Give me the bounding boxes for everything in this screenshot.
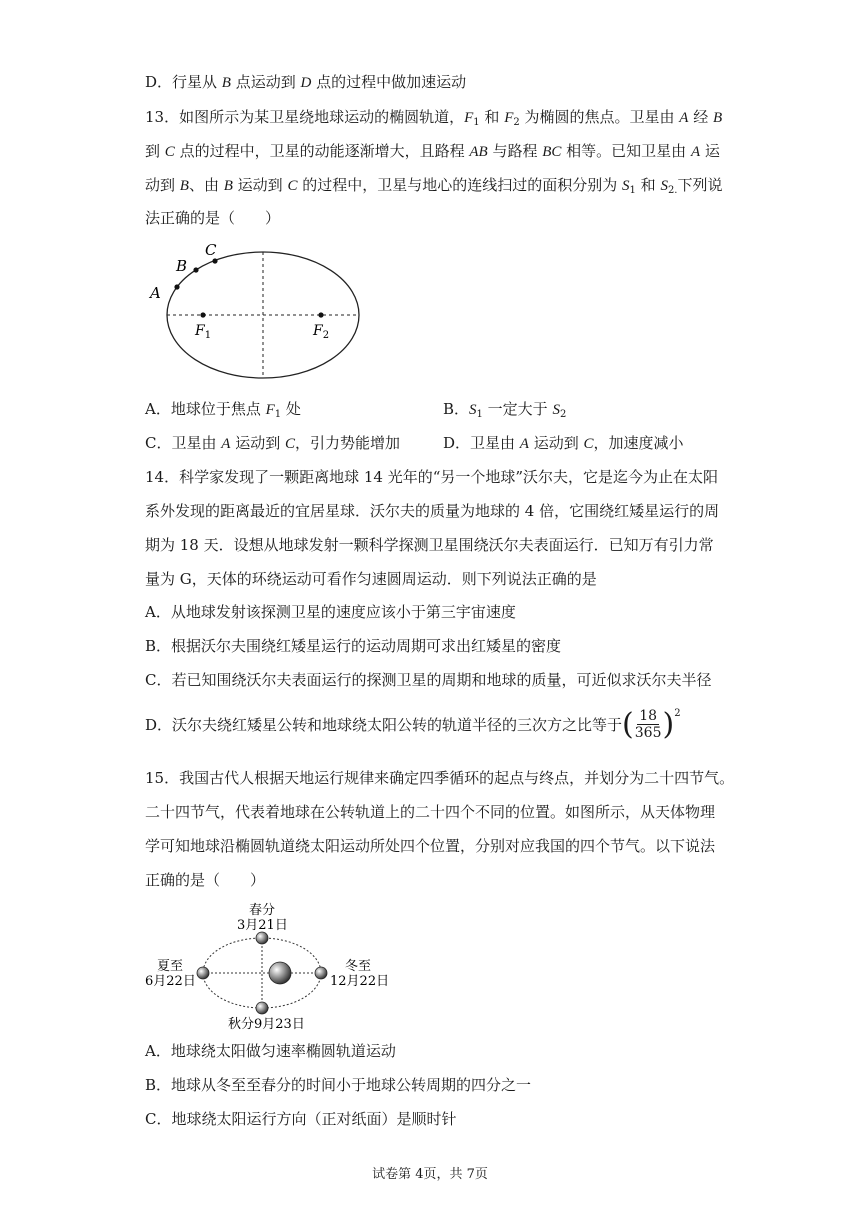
q13-stem-line-4: 法正确的是（ ） (145, 209, 281, 227)
winter-name-label: 冬至 (345, 959, 372, 974)
summer-name-label: 夏至 (157, 959, 184, 974)
q14-stem-line-3: 期为 18 天．设想从地球发射一颗科学探测卫星围绕沃尔夫表面运行．已知万有引力常 (145, 536, 714, 554)
autumn-label: 秋分9月23日 (228, 1017, 305, 1032)
label-c: C (205, 241, 217, 259)
label-a: A (150, 284, 161, 302)
q14-stem-line-2: 系外发现的距离最近的宜居星球．沃尔夫的质量为地球的 4 倍，它围绕红矮星运行的周 (145, 502, 720, 520)
q14-option-c[interactable]: C．若已知围绕沃尔夫表面运行的探测卫星的周期和地球的质量，可近似求沃尔夫半径 (145, 671, 712, 689)
q15-option-b[interactable]: B．地球从冬至至春分的时间小于地球公转周期的四分之一 (145, 1076, 532, 1094)
q13-option-c[interactable]: C．卫星由 A 运动到 C，引力势能增加 (145, 434, 400, 452)
q13-stem-line-3: 动到 B、由 B 运动到 C 的过程中，卫星与地心的连线扫过的面积分别为 $S_1$ 和 $S_{2.}$下列说 (145, 176, 723, 196)
label-b: B (176, 257, 188, 275)
earth-autumn (256, 1002, 268, 1014)
summer-date-label: 6月22日 (145, 974, 196, 989)
label-f2: $F_2$ (313, 323, 330, 341)
point-c-dot (212, 258, 217, 263)
q14-option-d-text: D．沃尔夫绕红矮星公转和地球绕太阳公转的轨道半径的三次方之比等于 (145, 715, 623, 734)
q13-orbit-figure (140, 238, 380, 384)
q15-stem-line-3: 学可知地球沿椭圆轨道绕太阳运动所处四个位置，分别对应我国的四个节气。以下说法 (145, 837, 716, 855)
earth-winter (315, 967, 327, 979)
ratio-fraction: ( $\frac{18}{365}$ ) $^2$ (622, 708, 681, 741)
earth-spring (256, 932, 268, 944)
q14-stem-line-4: 量为 G，天体的环绕运动可看作匀速圆周运动．则下列说法正确的是 (145, 570, 597, 588)
spring-name-label: 春分 (249, 903, 276, 918)
earth-summer (197, 967, 209, 979)
point-b-dot (193, 267, 198, 272)
winter-date-label: 12月22日 (330, 974, 390, 989)
q15-stem-line-4: 正确的是（ ） (145, 871, 266, 889)
fraction-exponent: 2 (674, 708, 681, 719)
q15-stem-line-2: 二十四节气，代表着地球在公转轨道上的二十四个不同的位置。如图所示，从天体物理 (145, 803, 716, 821)
q15-option-c[interactable]: C．地球绕太阳运行方向（正对纸面）是顺时针 (145, 1110, 457, 1128)
q14-option-d[interactable] (145, 708, 681, 741)
q14-stem-line-1: 14．科学家发现了一颗距离地球 14 光年的“另一个地球”沃尔夫，它是迄今为止在太阳 (145, 468, 719, 486)
q15-option-a[interactable]: A．地球绕太阳做匀速率椭圆轨道运动 (145, 1042, 396, 1060)
q13-stem-line-1: 13．如图所示为某卫星绕地球运动的椭圆轨道，$F_1$ 和 $F_2$ 为椭圆的焦点。卫星由 A 经 B (145, 108, 723, 128)
q12-option-d: D．行星从 B 点运动到 D 点的过程中做加速运动 (145, 73, 467, 91)
point-a-dot (174, 284, 179, 289)
sun (269, 962, 291, 984)
q13-option-b[interactable]: B．$S_1$ 一定大于 $S_2$ (443, 400, 567, 420)
fraction-numerator: 18 (639, 708, 658, 724)
q13-stem-line-2: 到 C 点的过程中，卫星的动能逐渐增大，且路程 AB 与路程 BC 相等。已知卫星由 A 运 (145, 142, 720, 160)
page-footer: 试卷第 4页，共 7页 (372, 1167, 488, 1182)
focus-f1-dot (200, 312, 205, 317)
q13-option-a[interactable]: A．地球位于焦点 $F_1$ 处 (145, 400, 301, 420)
fraction-denominator: 365 (634, 725, 662, 741)
q14-option-a[interactable]: A．从地球发射该探测卫星的速度应该小于第三宇宙速度 (145, 603, 516, 621)
q14-option-b[interactable]: B．根据沃尔夫围绕红矮星运行的运动周期可求出红矮星的密度 (145, 637, 562, 655)
q13-option-d[interactable]: D．卫星由 A 运动到 C，加速度减小 (443, 434, 684, 452)
label-f1: $F_1$ (195, 323, 212, 341)
focus-f2-dot (318, 312, 323, 317)
q15-stem-line-1: 15．我国古代人根据天地运行规律来确定四季循环的起点与终点，并划分为二十四节气。 (145, 769, 735, 787)
q15-seasons-figure (140, 898, 390, 1033)
spring-date-label: 3月21日 (237, 918, 288, 933)
